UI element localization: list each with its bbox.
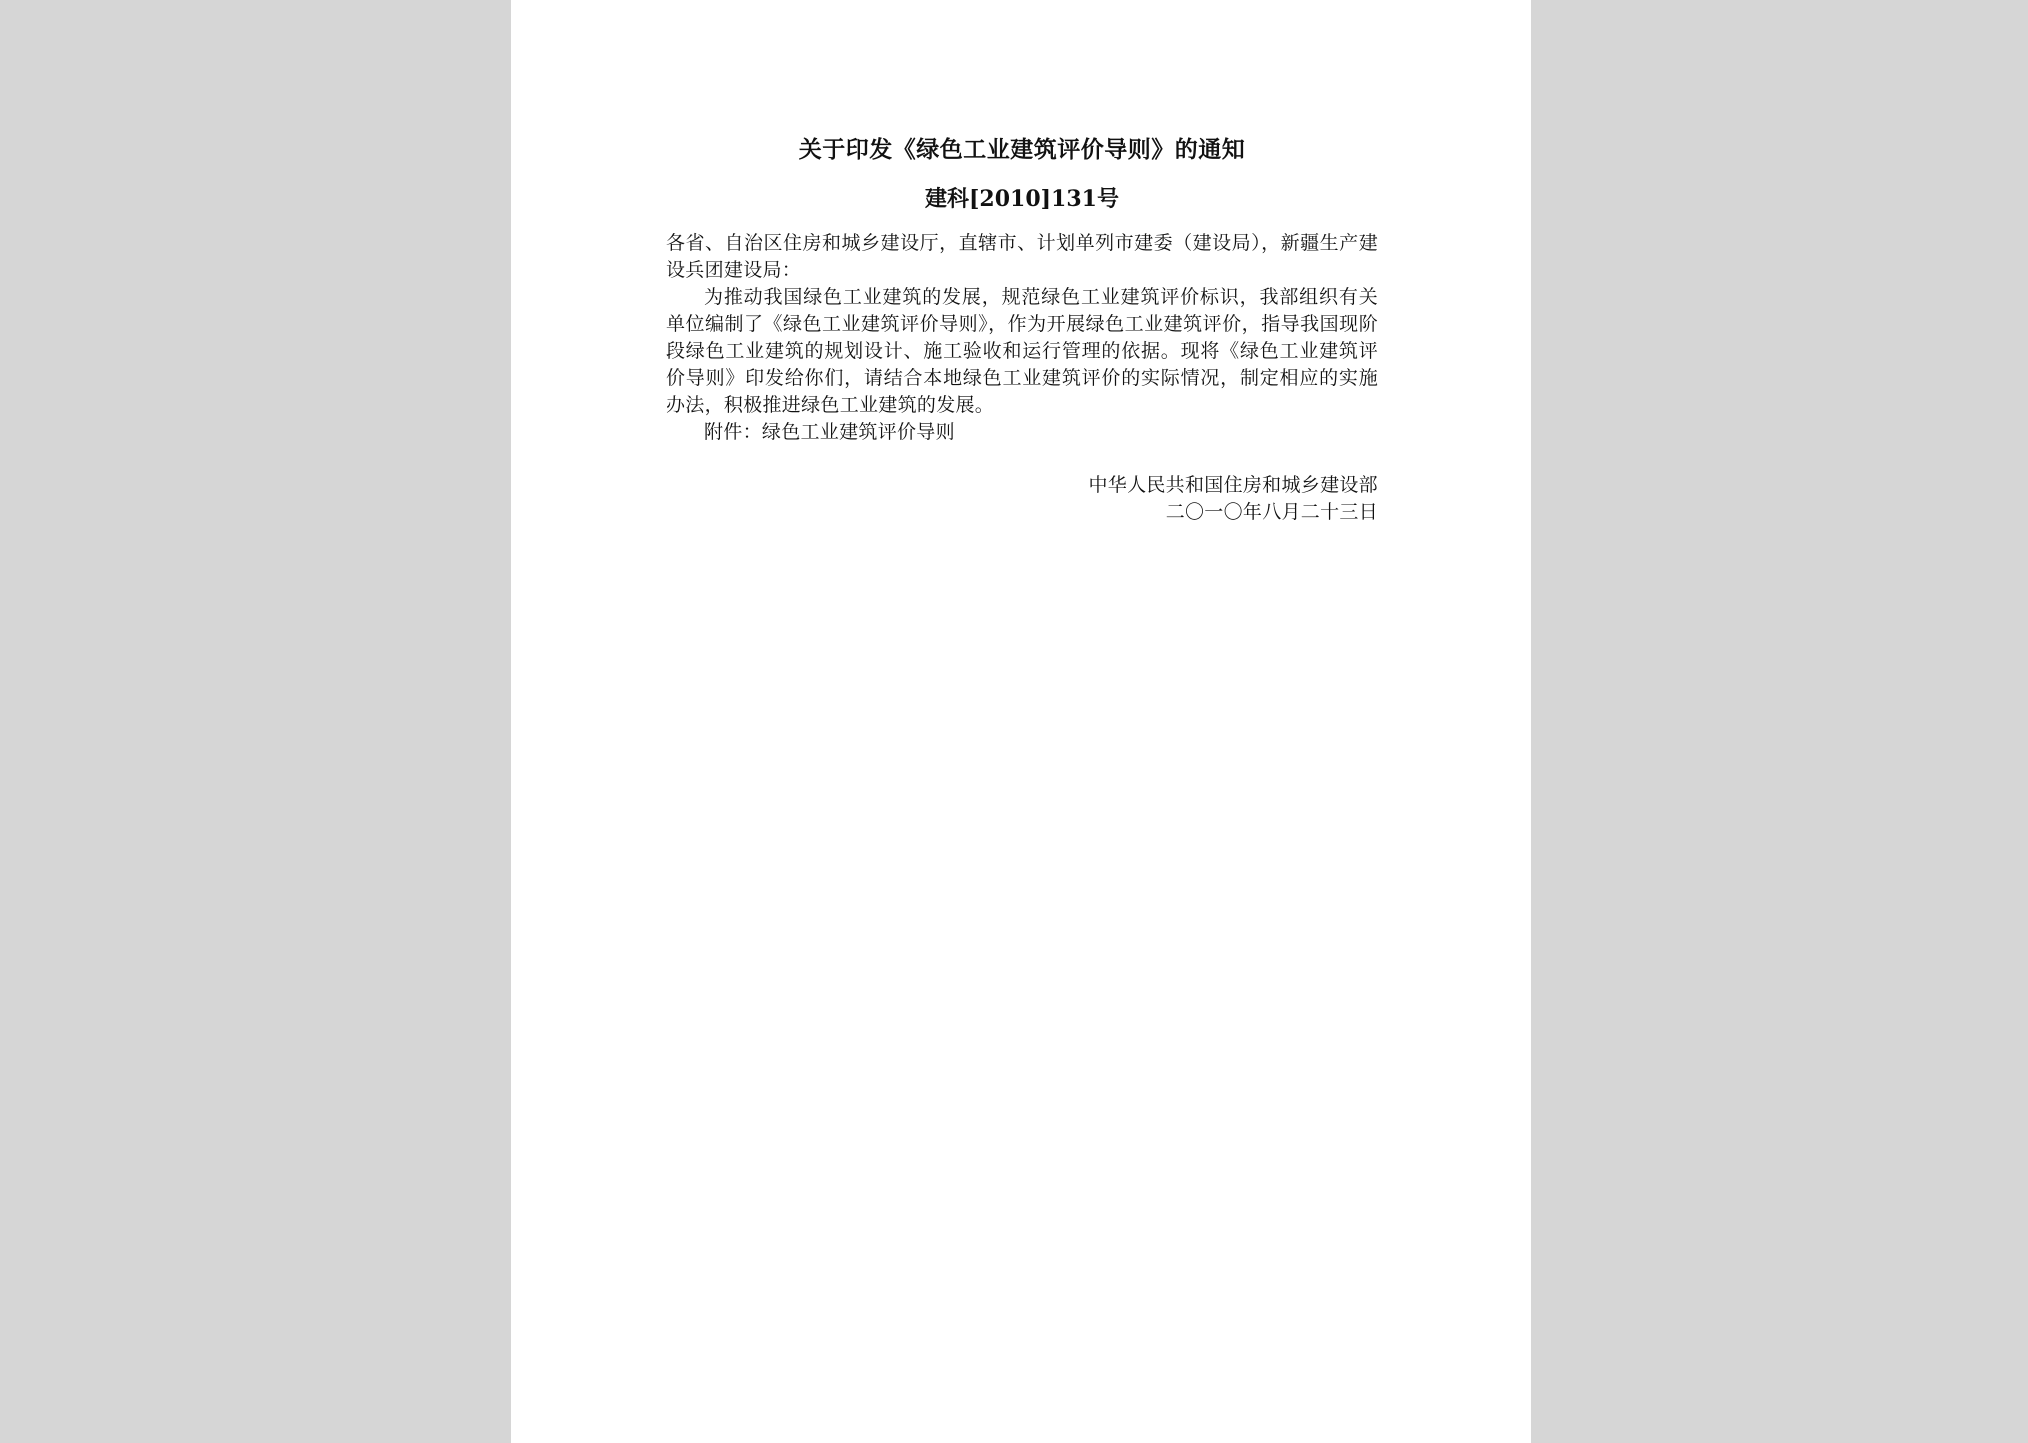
document-page [511, 0, 1531, 1443]
issue-date: 二〇一〇年八月二十三日 [1165, 501, 1378, 523]
signature-block [666, 472, 1378, 526]
document-number: 建科[2010]131号 [925, 186, 1119, 212]
document-title: 关于印发《绿色工业建筑评价导则》的通知 [798, 136, 1246, 163]
body-paragraph: 为推动我国绿色工业建筑的发展，规范绿色工业建筑评价标识，我部组织有关单位编制了《绿色工业建筑评价导则》，作为开展绿色工业建筑评价，指导我国现阶段绿色工业建筑的规划设计、施工验收和运行管理的依据。现将《绿色工业建筑评价导则》印发给你们，请结合本地绿色工业建筑评价的实际情况，制定相应的实施办法，积极推进绿色工业建筑的发展。 [666, 286, 1378, 416]
document-content [666, 130, 1378, 526]
issuer-name: 中华人民共和国住房和城乡建设部 [1088, 474, 1378, 496]
addressee-paragraph: 各省、自治区住房和城乡建设厅，直辖市、计划单列市建委（建设局），新疆生产建设兵团建设局： [666, 232, 1378, 281]
attachment-line: 附件：绿色工业建筑评价导则 [704, 421, 955, 443]
